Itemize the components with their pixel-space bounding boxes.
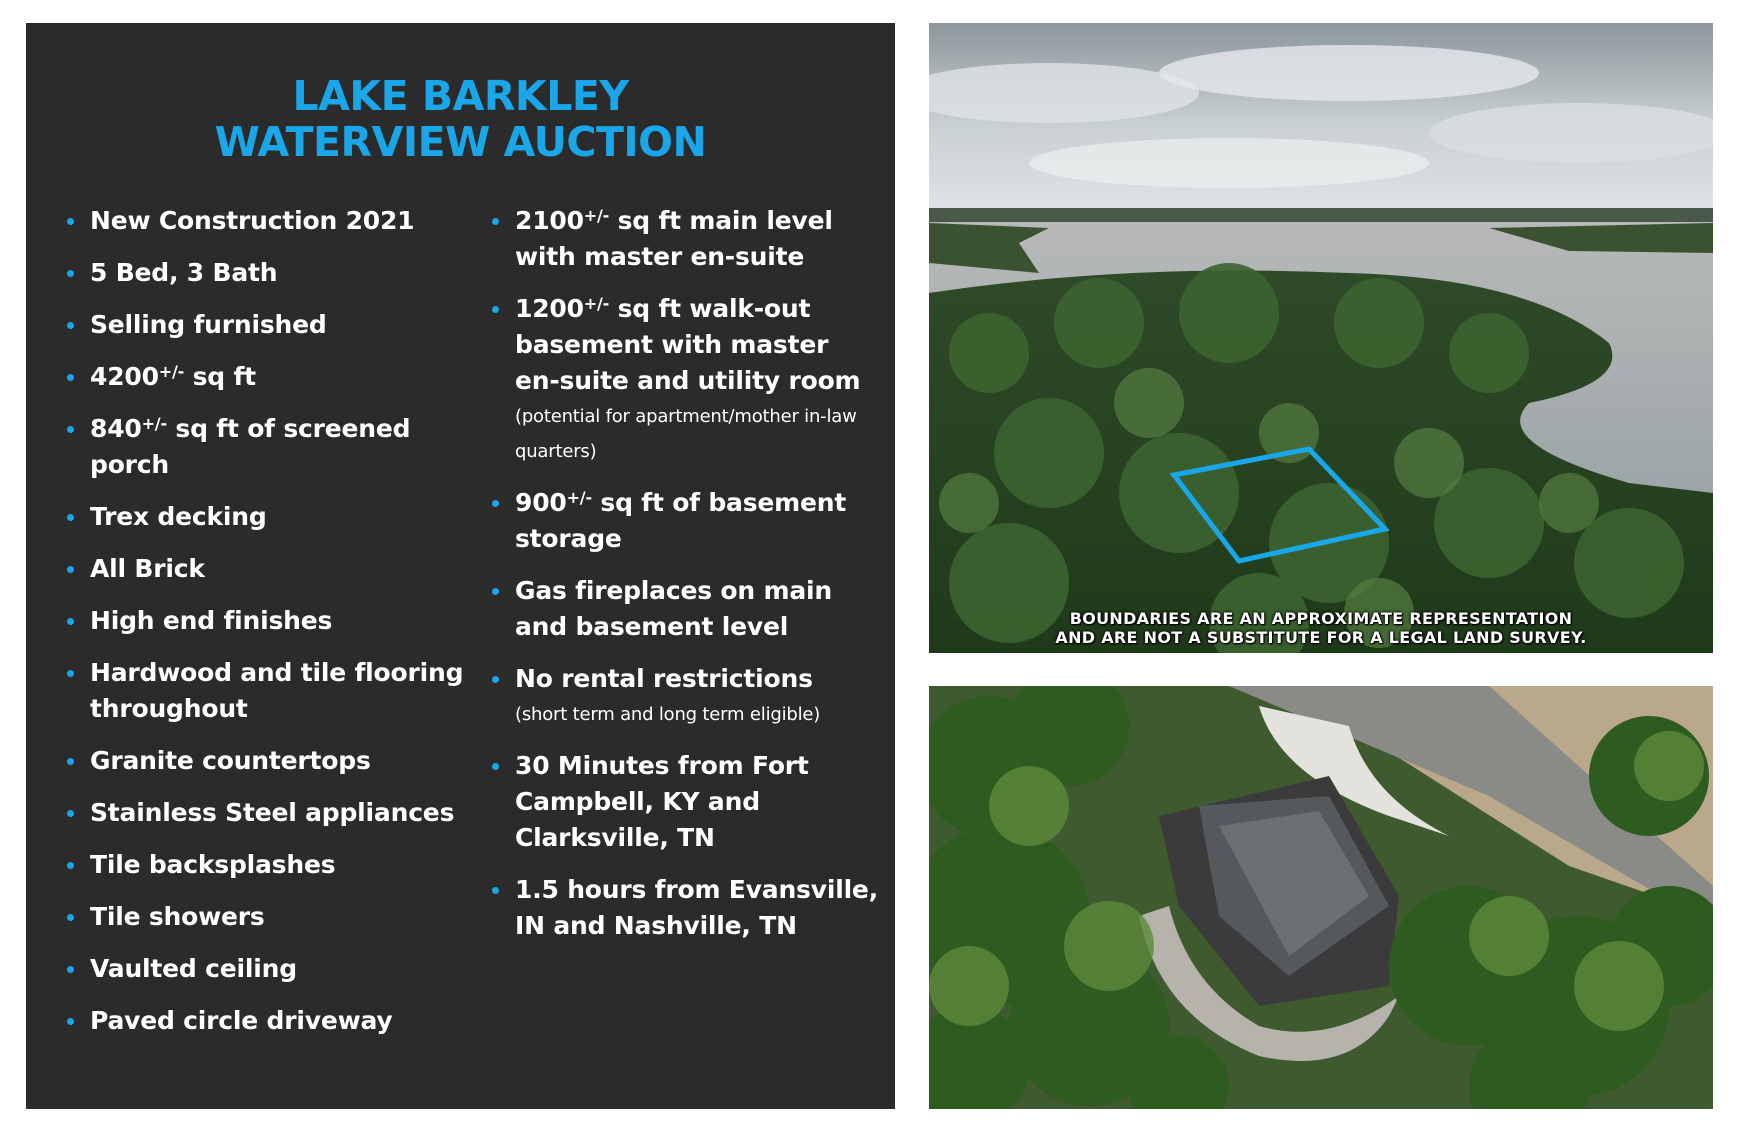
- list-item: [489, 661, 879, 732]
- feature-number: 900: [515, 488, 567, 517]
- plus-minus-mark: +/-: [141, 414, 167, 433]
- page-title: [26, 73, 895, 165]
- list-item: [64, 411, 464, 483]
- list-item: Selling furnished: [64, 307, 464, 343]
- title-line-1: LAKE BARKLEY: [292, 72, 629, 120]
- plus-minus-mark: +/-: [566, 488, 592, 507]
- list-item: Tile showers: [64, 899, 464, 935]
- aerial-lake-photo: [929, 23, 1713, 653]
- feature-text: sq ft: [184, 362, 256, 391]
- list-item: Granite countertops: [64, 743, 464, 779]
- list-item: Vaulted ceiling: [64, 951, 464, 987]
- feature-list-right: [489, 203, 879, 960]
- list-item: Paved circle driveway: [64, 1003, 464, 1039]
- feature-text: sq ft of basement storage: [515, 488, 847, 553]
- list-item: 5 Bed, 3 Bath: [64, 255, 464, 291]
- plus-minus-mark: +/-: [583, 294, 610, 313]
- plus-minus-mark: +/-: [158, 362, 185, 381]
- feature-list-left: [64, 203, 464, 1055]
- list-item: Trex decking: [64, 499, 464, 535]
- feature-number: 2100: [515, 206, 584, 235]
- feature-note: (short term and long term eligible): [515, 704, 821, 725]
- disclaimer-line-1: BOUNDARIES ARE AN APPROXIMATE REPRESENTATION: [1069, 609, 1573, 628]
- list-item: High end finishes: [64, 603, 464, 639]
- list-item: All Brick: [64, 551, 464, 587]
- feature-text: sq ft of screened porch: [90, 414, 411, 479]
- feature-text: No rental restrictions: [515, 664, 813, 693]
- aerial-lake-image: [929, 23, 1713, 653]
- list-item: [489, 203, 879, 275]
- aerial-house-image: [929, 686, 1713, 1109]
- feature-text: sq ft walk-out basement with master en-suite and utility room: [515, 294, 861, 395]
- aerial-house-photo: [929, 686, 1713, 1109]
- feature-number: 1200: [515, 294, 584, 323]
- list-item: [64, 359, 464, 395]
- feature-number: 4200: [90, 362, 159, 391]
- disclaimer-line-2: AND ARE NOT A SUBSTITUTE FOR A LEGAL LAND SURVEY.: [1055, 628, 1587, 647]
- list-item: Tile backsplashes: [64, 847, 464, 883]
- feature-number: 840: [90, 414, 142, 443]
- list-item: [489, 291, 879, 469]
- list-item: Hardwood and tile flooring throughout: [64, 655, 464, 727]
- list-item: New Construction 2021: [64, 203, 464, 239]
- list-item: 30 Minutes from Fort Campbell, KY and Clarksville, TN: [489, 748, 879, 856]
- list-item: Gas fireplaces on main and basement level: [489, 573, 879, 645]
- boundary-disclaimer: [929, 609, 1713, 647]
- list-item: 1.5 hours from Evansville, IN and Nashville, TN: [489, 872, 879, 944]
- title-line-2: WATERVIEW AUCTION: [214, 118, 707, 166]
- list-item: Stainless Steel appliances: [64, 795, 464, 831]
- feature-note: (potential for apartment/mother in-law quarters): [515, 406, 857, 462]
- feature-text: sq ft main level with master en-suite: [515, 206, 833, 271]
- plus-minus-mark: +/-: [583, 206, 610, 225]
- info-panel: [26, 23, 895, 1109]
- list-item: [489, 485, 879, 557]
